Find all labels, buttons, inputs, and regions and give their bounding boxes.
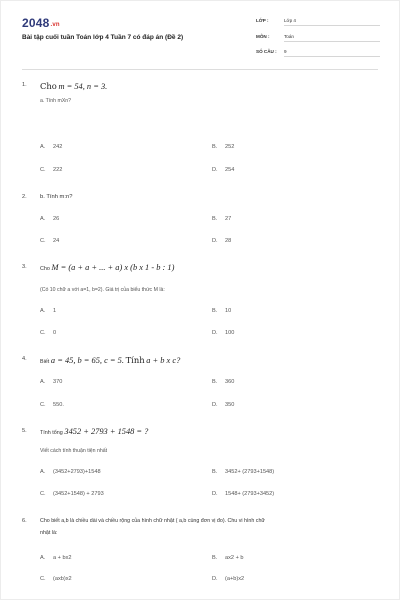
question-stem: b. Tính m:n? [40,194,73,200]
option-a[interactable] [40,469,101,475]
stem-text: Cho [40,81,57,91]
option-key: D. [212,330,218,336]
logo-text: 2048 [22,16,50,30]
option-text: 370 [53,379,63,385]
option-key: B. [212,379,218,385]
question-number: 1. [22,82,27,88]
question-stem [40,263,174,272]
option-text: (a+b)x2 [225,576,245,582]
option-d[interactable] [212,330,234,336]
site-logo[interactable] [22,16,60,30]
option-key: D. [212,238,218,244]
option-a[interactable] [40,308,56,314]
option-text: 360 [225,379,235,385]
question-stem-line-2: nhật là: [40,530,58,536]
option-text: 1 [53,308,57,314]
question-stem-row [22,193,380,205]
option-key: D. [212,167,218,173]
option-text: 350 [225,402,235,408]
header-divider [22,69,378,70]
question-4 [22,355,380,408]
option-key: B. [212,308,218,314]
option-key: C. [40,330,46,336]
option-text: 3452+ (2793+1548) [225,469,275,475]
option-a[interactable] [40,555,72,561]
meta-value: 9 [284,49,287,54]
option-text: 24 [53,238,60,244]
option-key: B. [212,469,218,475]
meta-value: Lớp 4 [284,18,296,23]
option-key: D. [212,402,218,408]
option-b[interactable] [212,216,231,222]
option-text: 26 [53,216,60,222]
option-text: 27 [225,216,232,222]
option-key: A. [40,216,46,222]
option-c[interactable] [40,491,104,497]
option-key: A. [40,379,46,385]
meta-value: Toán [284,34,294,39]
option-key: A. [40,555,46,561]
option-b[interactable] [212,308,231,314]
option-c[interactable] [40,330,56,336]
question-stem [40,427,148,436]
option-key: D. [212,491,218,497]
option-text: 100 [225,330,235,336]
meta-underline [284,41,380,42]
worksheet-title: Bài tập cuối tuần Toán lớp 4 Tuần 7 có đáp án (Đề 2) [22,34,184,41]
logo-suffix: .vn [50,22,60,28]
question-stem-row [22,517,380,529]
meta-label: SỐ CÂU : [256,49,277,54]
option-key: A. [40,469,46,475]
option-key: B. [212,216,218,222]
option-text: 222 [53,167,63,173]
stem-math: m = 54, n = 3. [58,82,108,91]
option-a[interactable] [40,144,62,150]
option-c[interactable] [40,576,72,582]
question-number: 6. [22,518,27,524]
option-c[interactable] [40,238,59,244]
option-text: 254 [225,167,235,173]
meta-underline [284,25,380,26]
option-key: C. [40,238,46,244]
question-stem-row [22,427,380,439]
stem-math: M = (a + a + ... + a) x (b x 1 - b : 1) [51,263,175,272]
option-text: (3452+1548) + 2793 [53,491,104,497]
option-key: D. [212,576,218,582]
option-text: 550. [53,402,64,408]
meta-underline [284,56,380,57]
option-text: 10 [225,308,232,314]
question-number: 2. [22,194,27,200]
stem-math: a = 45, b = 65, c = 5. [50,356,124,365]
stem-text: Tính tổng [40,430,63,436]
option-d[interactable] [212,167,234,173]
stem-text: Biết [40,359,50,365]
option-d[interactable] [212,238,231,244]
option-a[interactable] [40,379,62,385]
question-stem-row [22,355,380,367]
option-text: 1548+ (2793+3452) [225,491,275,497]
question-number: 4. [22,356,27,362]
question-stem-row [22,81,380,93]
question-number: 5. [22,428,27,434]
option-key: C. [40,402,46,408]
question-stem [40,81,107,91]
question-2 [22,193,380,244]
option-text: 252 [225,144,235,150]
option-d[interactable] [212,576,244,582]
option-d[interactable] [212,491,274,497]
option-text: (3452+2793)+1548 [53,469,101,475]
question-stem: Cho biết a,b là chiều dài và chiều rộng của hình chữ nhật ( a,b cùng đơn vị đo). Chu vi hình chữ [40,518,265,524]
option-b[interactable] [212,555,244,561]
question-5 [22,427,380,497]
option-key: B. [212,555,218,561]
question-subpart: a. Tính mXn? [40,98,72,104]
question-stem [40,355,180,365]
meta-label: MÔN : [256,34,270,39]
option-text: 28 [225,238,232,244]
option-b[interactable] [212,379,234,385]
option-b[interactable] [212,144,234,150]
option-key: C. [40,491,46,497]
stem-text: Cho [40,266,50,272]
option-c[interactable] [40,402,64,408]
option-text: 0 [53,330,57,336]
stem-text-2: Tính [125,355,145,365]
option-key: C. [40,576,46,582]
question-note: Viết cách tính thuận tiện nhất [40,448,108,454]
option-key: A. [40,144,46,150]
question-1 [22,81,380,173]
option-key: A. [40,308,46,314]
meta-label: LỚP : [256,18,269,23]
option-b[interactable] [212,469,274,475]
option-key: C. [40,167,46,173]
stem-math: 3452 + 2793 + 1548 = ? [64,427,149,436]
question-6 [22,517,380,582]
question-note: (Có 10 chữ a với a=1, b=2). Giá trị của biểu thức M là: [40,287,165,293]
option-key: B. [212,144,218,150]
option-text: (axb)x2 [53,576,72,582]
option-text: ax2 + b [225,555,244,561]
option-c[interactable] [40,167,62,173]
option-d[interactable] [212,402,234,408]
option-text: a + bx2 [53,555,72,561]
question-3 [22,263,380,336]
option-a[interactable] [40,216,59,222]
option-text: 242 [53,144,63,150]
question-stem-row [22,263,380,275]
stem-math-2: a + b x c? [146,356,181,365]
question-number: 3. [22,264,27,270]
